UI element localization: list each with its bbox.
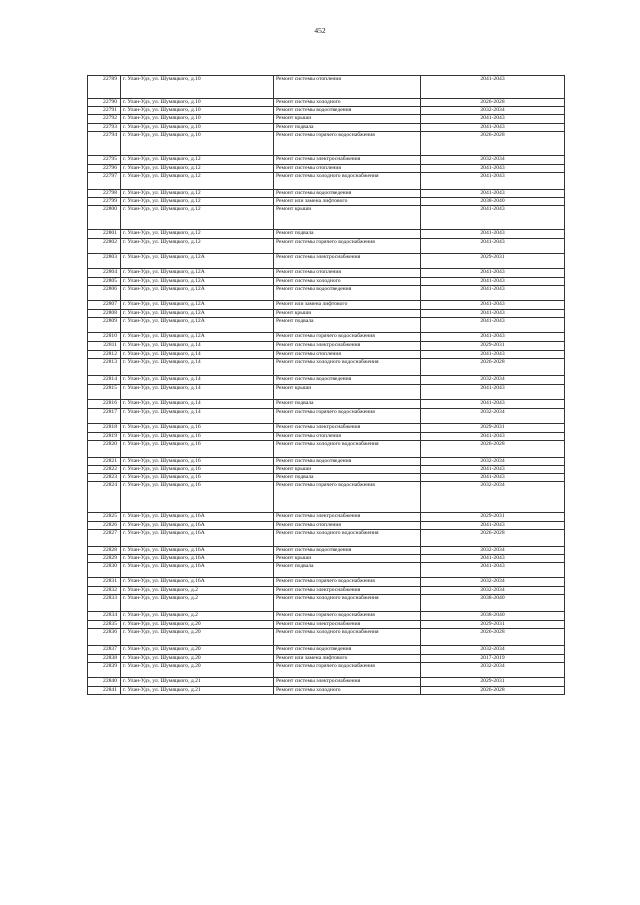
row-period: 2032-2034 — [421, 458, 565, 466]
row-period: 2029-2031 — [421, 342, 565, 351]
table-row — [88, 513, 565, 522]
row-work-type: Ремонт системы электроснабжения — [274, 254, 421, 269]
row-work-type: Ремонт крыши — [274, 466, 421, 474]
row-address: г. Улан-Удэ, ул. Шумяцкого, д.12 — [121, 156, 274, 165]
row-period: 2041-2043 — [421, 124, 565, 132]
row-period: 2041-2043 — [421, 351, 565, 359]
row-address: г. Улан-Удэ, ул. Шумяцкого, д.10 — [121, 76, 274, 99]
row-work-type: Ремонт системы горячего водоснабжения — [274, 239, 421, 254]
row-id: 22806 — [88, 286, 121, 301]
table-row — [88, 629, 565, 646]
row-address: г. Улан-Удэ, ул. Шумяцкого, д.10 — [121, 99, 274, 107]
row-id: 22791 — [88, 107, 121, 115]
row-work-type: Ремонт системы водоотведения — [274, 190, 421, 198]
row-id: 22823 — [88, 474, 121, 482]
row-id: 22792 — [88, 115, 121, 124]
row-period: 2041-2043 — [421, 173, 565, 190]
row-id: 22811 — [88, 342, 121, 351]
row-address: г. Улан-Удэ, ул. Шумяцкого, д.20 — [121, 646, 274, 655]
row-work-type: Ремонт системы водоотведения — [274, 376, 421, 385]
row-address: г. Улан-Удэ, ул. Шумяцкого, д.16 — [121, 433, 274, 441]
row-period: 2038-2040 — [421, 612, 565, 621]
table-row — [88, 578, 565, 587]
table-row — [88, 563, 565, 578]
row-address: г. Улан-Удэ, ул. Шумяцкого, д.20 — [121, 663, 274, 678]
row-id: 22789 — [88, 76, 121, 99]
table-row — [88, 124, 565, 132]
row-address: г. Улан-Удэ, ул. Шумяцкого, д.12А — [121, 269, 274, 278]
row-work-type: Ремонт системы отопления — [274, 76, 421, 99]
row-address: г. Улан-Удэ, ул. Шумяцкого, д.12 — [121, 173, 274, 190]
row-address: г. Улан-Удэ, ул. Шумяцкого, д.12 — [121, 206, 274, 230]
row-address: г. Улан-Удэ, ул. Шумяцкого, д.12 — [121, 198, 274, 206]
page-number: 452 — [314, 26, 326, 35]
row-period: 2029-2031 — [421, 513, 565, 522]
table-row — [88, 547, 565, 555]
row-address: г. Улан-Удэ, ул. Шумяцкого, д.14 — [121, 400, 274, 409]
table-row — [88, 474, 565, 482]
table-row — [88, 301, 565, 310]
row-work-type: Ремонт системы отопления — [274, 433, 421, 441]
row-work-type: Ремонт или замена лифтового — [274, 198, 421, 206]
row-address: г. Улан-Удэ, ул. Шумяцкого, д.12 — [121, 230, 274, 239]
row-work-type: Ремонт системы электроснабжения — [274, 678, 421, 687]
row-period: 2041-2043 — [421, 206, 565, 230]
row-period: 2041-2043 — [421, 563, 565, 578]
row-work-type: Ремонт крыши — [274, 310, 421, 318]
row-address: г. Улан-Удэ, ул. Шумяцкого, д.12А — [121, 286, 274, 301]
row-work-type: Ремонт системы горячего водоснабжения — [274, 409, 421, 424]
row-period: 2029-2031 — [421, 621, 565, 629]
row-period: 2041-2043 — [421, 333, 565, 342]
row-period: 2032-2034 — [421, 578, 565, 587]
table-row — [88, 165, 565, 173]
row-work-type: Ремонт подвала — [274, 124, 421, 132]
row-id: 22840 — [88, 678, 121, 687]
row-work-type: Ремонт системы отопления — [274, 165, 421, 173]
row-address: г. Улан-Удэ, ул. Шумяцкого, д.16 — [121, 424, 274, 433]
row-address: г. Улан-Удэ, ул. Шумяцкого, д.16А — [121, 555, 274, 563]
row-period: 2029-2031 — [421, 424, 565, 433]
table-row — [88, 310, 565, 318]
row-address: г. Улан-Удэ, ул. Шумяцкого, д.14 — [121, 385, 274, 400]
row-period: 2041-2043 — [421, 239, 565, 254]
row-period: 2032-2034 — [421, 587, 565, 595]
row-work-type: Ремонт системы водоотведения — [274, 286, 421, 301]
table-row — [88, 555, 565, 563]
table-row — [88, 107, 565, 115]
row-id: 22839 — [88, 663, 121, 678]
row-id: 22813 — [88, 359, 121, 376]
row-period: 2041-2043 — [421, 190, 565, 198]
row-address: г. Улан-Удэ, ул. Шумяцкого, д.16 — [121, 482, 274, 513]
row-address: г. Улан-Удэ, ул. Шумяцкого, д.20 — [121, 621, 274, 629]
table-row — [88, 522, 565, 530]
row-work-type: Ремонт системы холодного водоснабжения — [274, 629, 421, 646]
row-period: 2041-2043 — [421, 76, 565, 99]
row-address: г. Улан-Удэ, ул. Шумяцкого, д.16А — [121, 530, 274, 547]
row-id: 22834 — [88, 612, 121, 621]
row-work-type: Ремонт системы водоотведения — [274, 107, 421, 115]
row-work-type: Ремонт системы электроснабжения — [274, 513, 421, 522]
row-address: г. Улан-Удэ, ул. Шумяцкого, д.12А — [121, 254, 274, 269]
row-address: г. Улан-Удэ, ул. Шумяцкого, д.21 — [121, 678, 274, 687]
row-work-type: Ремонт системы электроснабжения — [274, 587, 421, 595]
row-address: г. Улан-Удэ, ул. Шумяцкого, д.16А — [121, 522, 274, 530]
row-period: 2041-2043 — [421, 385, 565, 400]
table-row — [88, 342, 565, 351]
table-row — [88, 278, 565, 286]
row-period: 2026-2028 — [421, 441, 565, 458]
row-address: г. Улан-Удэ, ул. Шумяцкого, д.14 — [121, 376, 274, 385]
row-address: г. Улан-Удэ, ул. Шумяцкого, д.16А — [121, 578, 274, 587]
row-work-type: Ремонт или замена лифтового — [274, 655, 421, 663]
row-period: 2041-2043 — [421, 466, 565, 474]
row-work-type: Ремонт подвала — [274, 563, 421, 578]
row-id: 22797 — [88, 173, 121, 190]
row-period: 2041-2043 — [421, 230, 565, 239]
row-period: 2026-2028 — [421, 99, 565, 107]
row-work-type: Ремонт системы холодного — [274, 99, 421, 107]
row-period: 2041-2043 — [421, 555, 565, 563]
row-period: 2026-2028 — [421, 132, 565, 156]
table-row — [88, 359, 565, 376]
row-work-type: Ремонт системы горячего водоснабжения — [274, 663, 421, 678]
row-work-type: Ремонт системы горячего водоснабжения — [274, 333, 421, 342]
row-id: 22808 — [88, 310, 121, 318]
row-period: 2041-2043 — [421, 400, 565, 409]
row-id: 22800 — [88, 206, 121, 230]
row-address: г. Улан-Удэ, ул. Шумяцкого, д.2 — [121, 587, 274, 595]
row-work-type: Ремонт системы электроснабжения — [274, 621, 421, 629]
row-work-type: Ремонт системы холодного водоснабжения — [274, 441, 421, 458]
row-period: 2032-2034 — [421, 409, 565, 424]
row-period: 2041-2043 — [421, 115, 565, 124]
registry-body — [88, 76, 565, 695]
row-period: 2026-2028 — [421, 530, 565, 547]
row-id: 22804 — [88, 269, 121, 278]
row-period: 2032-2034 — [421, 646, 565, 655]
row-id: 22837 — [88, 646, 121, 655]
row-work-type: Ремонт системы холодного водоснабжения — [274, 173, 421, 190]
table-row — [88, 441, 565, 458]
row-period: 2032-2034 — [421, 376, 565, 385]
table-row — [88, 132, 565, 156]
table-row — [88, 587, 565, 595]
row-work-type: Ремонт подвала — [274, 474, 421, 482]
row-id: 22838 — [88, 655, 121, 663]
table-row — [88, 530, 565, 547]
row-id: 22798 — [88, 190, 121, 198]
table-row — [88, 458, 565, 466]
row-id: 22807 — [88, 301, 121, 310]
row-id: 22809 — [88, 318, 121, 333]
row-address: г. Улан-Удэ, ул. Шумяцкого, д.16 — [121, 474, 274, 482]
table-row — [88, 115, 565, 124]
row-address: г. Улан-Удэ, ул. Шумяцкого, д.10 — [121, 132, 274, 156]
table-row — [88, 612, 565, 621]
row-address: г. Улан-Удэ, ул. Шумяцкого, д.16 — [121, 458, 274, 466]
row-id: 22824 — [88, 482, 121, 513]
row-address: г. Улан-Удэ, ул. Шумяцкого, д.12А — [121, 310, 274, 318]
table-row — [88, 663, 565, 678]
row-id: 22816 — [88, 400, 121, 409]
row-work-type: Ремонт системы холодного водоснабжения — [274, 359, 421, 376]
row-address: г. Улан-Удэ, ул. Шумяцкого, д.20 — [121, 629, 274, 646]
row-work-type: Ремонт системы водоотведения — [274, 547, 421, 555]
row-address: г. Улан-Удэ, ул. Шумяцкого, д.10 — [121, 107, 274, 115]
row-period: 2038-2040 — [421, 198, 565, 206]
row-address: г. Улан-Удэ, ул. Шумяцкого, д.21 — [121, 687, 274, 695]
row-work-type: Ремонт системы водоотведения — [274, 458, 421, 466]
row-id: 22833 — [88, 595, 121, 612]
row-work-type: Ремонт подвала — [274, 318, 421, 333]
row-id: 22819 — [88, 433, 121, 441]
row-id: 22817 — [88, 409, 121, 424]
row-work-type: Ремонт системы холодного — [274, 278, 421, 286]
row-id: 22814 — [88, 376, 121, 385]
table-row — [88, 466, 565, 474]
table-row — [88, 333, 565, 342]
row-period: 2041-2043 — [421, 165, 565, 173]
row-id: 22810 — [88, 333, 121, 342]
row-id: 22831 — [88, 578, 121, 587]
row-address: г. Улан-Удэ, ул. Шумяцкого, д.12А — [121, 318, 274, 333]
row-id: 22821 — [88, 458, 121, 466]
table-row — [88, 269, 565, 278]
row-work-type: Ремонт системы электроснабжения — [274, 156, 421, 165]
row-work-type: Ремонт системы горячего водоснабжения — [274, 132, 421, 156]
row-address: г. Улан-Удэ, ул. Шумяцкого, д.14 — [121, 359, 274, 376]
row-id: 22830 — [88, 563, 121, 578]
row-work-type: Ремонт системы отопления — [274, 351, 421, 359]
row-id: 22815 — [88, 385, 121, 400]
table-row — [88, 376, 565, 385]
row-period: 2041-2043 — [421, 286, 565, 301]
table-row — [88, 646, 565, 655]
row-work-type: Ремонт системы горячего водоснабжения — [274, 612, 421, 621]
row-work-type: Ремонт подвала — [274, 230, 421, 239]
row-id: 22812 — [88, 351, 121, 359]
row-address: г. Улан-Удэ, ул. Шумяцкого, д.16 — [121, 441, 274, 458]
row-id: 22820 — [88, 441, 121, 458]
row-id: 22799 — [88, 198, 121, 206]
row-address: г. Улан-Удэ, ул. Шумяцкого, д.10 — [121, 115, 274, 124]
row-address: г. Улан-Удэ, ул. Шумяцкого, д.12 — [121, 165, 274, 173]
row-id: 22803 — [88, 254, 121, 269]
row-period: 2032-2034 — [421, 156, 565, 165]
row-period: 2038-2040 — [421, 595, 565, 612]
row-id: 22793 — [88, 124, 121, 132]
row-id: 22818 — [88, 424, 121, 433]
row-address: г. Улан-Удэ, ул. Шумяцкого, д.16А — [121, 547, 274, 555]
table-row — [88, 76, 565, 99]
table-row — [88, 433, 565, 441]
table-row — [88, 156, 565, 165]
row-work-type: Ремонт крыши — [274, 385, 421, 400]
row-id: 22836 — [88, 629, 121, 646]
row-period: 2026-2028 — [421, 629, 565, 646]
row-address: г. Улан-Удэ, ул. Шумяцкого, д.16 — [121, 466, 274, 474]
row-period: 2032-2034 — [421, 482, 565, 513]
table-row — [88, 409, 565, 424]
table-row — [88, 286, 565, 301]
row-period: 2032-2034 — [421, 107, 565, 115]
row-work-type: Ремонт системы холодного водоснабжения — [274, 530, 421, 547]
row-address: г. Улан-Удэ, ул. Шумяцкого, д.2 — [121, 595, 274, 612]
row-id: 22790 — [88, 99, 121, 107]
table-row — [88, 678, 565, 687]
row-period: 2041-2043 — [421, 318, 565, 333]
row-id: 22805 — [88, 278, 121, 286]
row-id: 22801 — [88, 230, 121, 239]
row-period: 2041-2043 — [421, 278, 565, 286]
row-period: 2041-2043 — [421, 269, 565, 278]
row-period: 2041-2043 — [421, 301, 565, 310]
row-address: г. Улан-Удэ, ул. Шумяцкого, д.12А — [121, 333, 274, 342]
row-period: 2041-2043 — [421, 474, 565, 482]
row-period: 2032-2034 — [421, 663, 565, 678]
row-work-type: Ремонт системы холодного водоснабжения — [274, 595, 421, 612]
table-row — [88, 318, 565, 333]
row-id: 22832 — [88, 587, 121, 595]
row-period: 2041-2043 — [421, 522, 565, 530]
registry-table — [87, 75, 565, 695]
row-address: г. Улан-Удэ, ул. Шумяцкого, д.2 — [121, 612, 274, 621]
row-address: г. Улан-Удэ, ул. Шумяцкого, д.14 — [121, 342, 274, 351]
table-row — [88, 173, 565, 190]
row-work-type: Ремонт крыши — [274, 555, 421, 563]
row-id: 22835 — [88, 621, 121, 629]
table-row — [88, 595, 565, 612]
row-period: 2026-2028 — [421, 359, 565, 376]
row-period: 2026-2028 — [421, 687, 565, 695]
row-address: г. Улан-Удэ, ул. Шумяцкого, д.12 — [121, 190, 274, 198]
table-row — [88, 190, 565, 198]
row-work-type: Ремонт системы водоотведения — [274, 646, 421, 655]
row-id: 22795 — [88, 156, 121, 165]
row-id: 22826 — [88, 522, 121, 530]
row-address: г. Улан-Удэ, ул. Шумяцкого, д.12А — [121, 278, 274, 286]
table-row — [88, 482, 565, 513]
row-id: 22829 — [88, 555, 121, 563]
row-address: г. Улан-Удэ, ул. Шумяцкого, д.12А — [121, 301, 274, 310]
row-id: 22796 — [88, 165, 121, 173]
table-row — [88, 400, 565, 409]
row-id: 22794 — [88, 132, 121, 156]
row-work-type: Ремонт системы отопления — [274, 522, 421, 530]
row-work-type: Ремонт системы горячего водоснабжения — [274, 482, 421, 513]
row-work-type: Ремонт подвала — [274, 400, 421, 409]
row-address: г. Улан-Удэ, ул. Шумяцкого, д.10 — [121, 124, 274, 132]
row-period: 2041-2043 — [421, 310, 565, 318]
row-address: г. Улан-Удэ, ул. Шумяцкого, д.16А — [121, 513, 274, 522]
row-work-type: Ремонт системы электроснабжения — [274, 424, 421, 433]
row-work-type: Ремонт системы горячего водоснабжения — [274, 578, 421, 587]
row-address: г. Улан-Удэ, ул. Шумяцкого, д.14 — [121, 409, 274, 424]
row-period: 2041-2043 — [421, 433, 565, 441]
table-row — [88, 230, 565, 239]
table-row — [88, 239, 565, 254]
row-period: 2032-2034 — [421, 547, 565, 555]
row-work-type: Ремонт крыши — [274, 206, 421, 230]
row-address: г. Улан-Удэ, ул. Шумяцкого, д.14 — [121, 351, 274, 359]
row-id: 22802 — [88, 239, 121, 254]
table-row — [88, 206, 565, 230]
row-address: г. Улан-Удэ, ул. Шумяцкого, д.20 — [121, 655, 274, 663]
table-row — [88, 254, 565, 269]
table-row — [88, 621, 565, 629]
row-address: г. Улан-Удэ, ул. Шумяцкого, д.12 — [121, 239, 274, 254]
row-work-type: Ремонт или замена лифтового — [274, 301, 421, 310]
row-period: 2029-2031 — [421, 678, 565, 687]
row-period: 2017-2019 — [421, 655, 565, 663]
table-row — [88, 655, 565, 663]
table-row — [88, 424, 565, 433]
row-work-type: Ремонт системы холодного — [274, 687, 421, 695]
row-work-type: Ремонт системы отопления — [274, 269, 421, 278]
row-work-type: Ремонт крыши — [274, 115, 421, 124]
table-row — [88, 99, 565, 107]
row-id: 22825 — [88, 513, 121, 522]
row-id: 22828 — [88, 547, 121, 555]
row-id: 22822 — [88, 466, 121, 474]
row-id: 22841 — [88, 687, 121, 695]
table-row — [88, 687, 565, 695]
row-work-type: Ремонт системы электроснабжения — [274, 342, 421, 351]
row-address: г. Улан-Удэ, ул. Шумяцкого, д.16А — [121, 563, 274, 578]
row-id: 22827 — [88, 530, 121, 547]
table-row — [88, 198, 565, 206]
table-row — [88, 351, 565, 359]
table-row — [88, 385, 565, 400]
row-period: 2029-2031 — [421, 254, 565, 269]
